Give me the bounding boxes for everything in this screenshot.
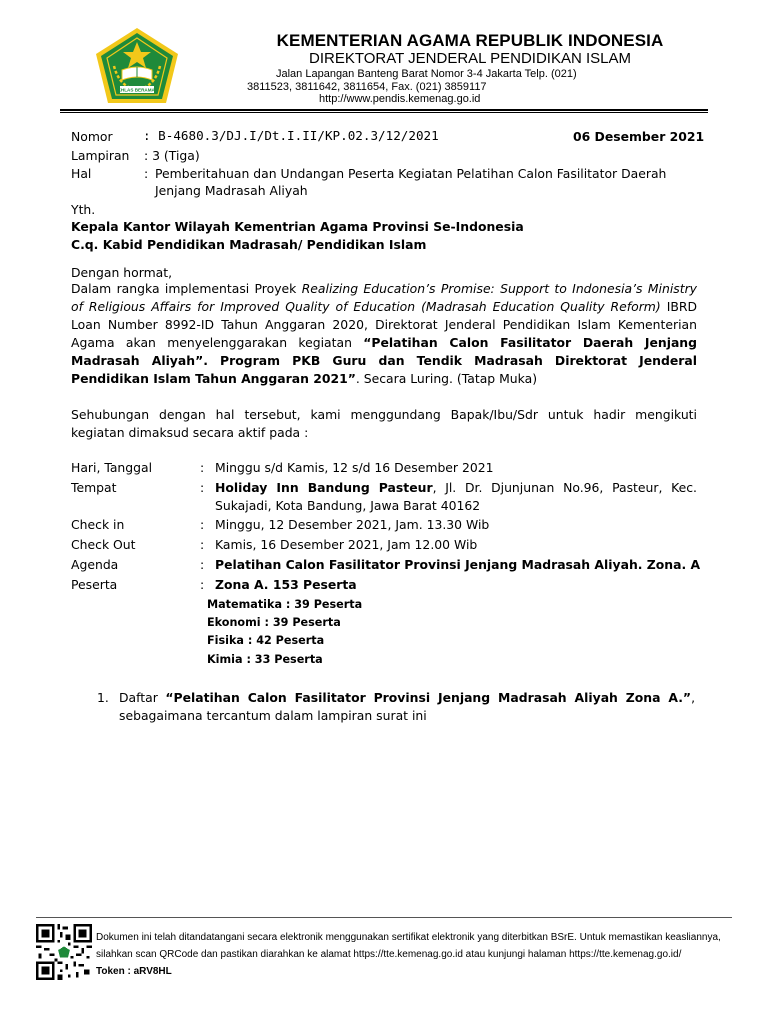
letterhead-title <box>200 31 700 67</box>
activity-name: “Pelatihan Calon Fasilitator Daerah Jenjang Madrasah Aliyah”. Program PKB Guru dan Tendik Madrasah Direktorat Jenderal Pendidikan Islam Tahun Anggaran 2021” <box>71 335 697 386</box>
hal-value-line-2: Jenjang Madrasah Aliyah <box>155 183 308 198</box>
list-text-b: , sebagaimana tercantum dalam lampiran surat ini <box>119 690 696 723</box>
greeting: Dengan hormat, <box>71 265 173 280</box>
peserta-value: Zona A. 153 Peserta <box>215 577 357 592</box>
p1-text-b: IBRD Loan Number 8992-ID Tahun Anggaran 2020, Direktorat Jenderal Pendidikan Islam Kementerian Agama akan menyelenggarakan kegiatan <box>71 299 697 350</box>
peserta-colon: : <box>200 577 205 592</box>
addressee-line-2: C.q. Kabid Pendidikan Madrasah/ Pendidikan Islam <box>71 237 427 252</box>
hal-value-line-1: Pemberitahuan dan Undangan Peserta Kegiatan Pelatihan Calon Fasilitator Daerah <box>155 166 667 181</box>
tempat-label: Tempat <box>71 480 117 495</box>
list-text-a: Daftar <box>119 690 166 705</box>
checkout-value: Kamis, 16 Desember 2021, Jam 12.00 Wib <box>215 537 478 552</box>
addressee-line-1: Kepala Kantor Wilayah Kementrian Agama Provinsi Se-Indonesia <box>71 219 524 234</box>
venue-address: , Jl. Dr. Djunjunan No.96, Pasteur, Kec. Sukajadi, Kota Bandung, Jawa Barat 40162 <box>215 480 697 513</box>
p1-text-a: Dalam rangka implementasi Proyek <box>71 281 302 296</box>
footer-notice-line-2: silahkan scan QRCode dan pastikan diarahkan ke alamat https://tte.kemenag.go.id atau kunjungi halaman https://tte.kemenag.go.id/ <box>96 949 682 960</box>
paragraph-2: Sehubungan dengan hal tersebut, kami menggundang Bapak/Ibu/Sdr untuk hadir mengikuti kegiatan dimaksud secara aktif pada : <box>71 407 697 440</box>
hal-label: Hal <box>71 166 92 181</box>
p1-text-c: . Secara Luring. (Tatap Muka) <box>355 371 538 386</box>
attachment-name: “Pelatihan Calon Fasilitator Provinsi Jenjang Madrasah Aliyah Zona A.” <box>165 690 692 705</box>
peserta-item: Matematika : 39 Peserta <box>207 598 363 611</box>
list-item <box>119 689 695 725</box>
yth: Yth. <box>71 202 96 217</box>
agenda-label: Agenda <box>71 557 119 572</box>
nomor-label: Nomor <box>71 129 113 144</box>
peserta-item: Fisika : 42 Peserta <box>207 634 325 647</box>
kemenag-logo <box>92 26 182 106</box>
footer-rule <box>36 917 732 918</box>
agenda-colon: : <box>200 557 205 572</box>
checkin-colon: : <box>200 517 205 532</box>
project-name: Realizing Education’s Promise: Support to Indonesia’s Ministry of Religious Affairs for Improved Quality of Education (Madrasah Education Quality Reform) <box>71 281 698 314</box>
checkout-colon: : <box>200 537 205 552</box>
tempat-value <box>215 479 697 515</box>
address-line-1: Jalan Lapangan Banteng Barat Nomor 3-4 Jakarta Telp. (021) <box>276 68 577 80</box>
hal-colon: : <box>144 166 149 181</box>
footer-token: Token : aRV8HL <box>96 966 172 977</box>
checkin-value: Minggu, 12 Desember 2021, Jam. 13.30 Wib <box>215 517 490 532</box>
hari-label: Hari, Tanggal <box>71 460 153 475</box>
letter-date: 06 Desember 2021 <box>573 129 705 144</box>
tempat-colon: : <box>200 480 205 495</box>
letterhead-rule-thin <box>60 112 708 113</box>
hari-value: Minggu s/d Kamis, 12 s/d 16 Desember 2021 <box>215 460 494 475</box>
list-number: 1. <box>97 690 109 705</box>
peserta-item: Kimia : 33 Peserta <box>207 653 323 666</box>
lampiran-label: Lampiran <box>71 148 130 163</box>
hari-colon: : <box>200 460 205 475</box>
venue-name: Holiday Inn Bandung Pasteur <box>215 480 433 495</box>
paragraph-1 <box>71 280 697 388</box>
peserta-item: Ekonomi : 39 Peserta <box>207 616 341 629</box>
directorate-name: DIREKTORAT JENDERAL PENDIDIKAN ISLAM <box>308 50 632 67</box>
peserta-label: Peserta <box>71 577 118 592</box>
website: http://www.pendis.kemenag.go.id <box>319 93 481 105</box>
address-line-2: 3811523, 3811642, 3811654, Fax. (021) 3859117 <box>247 81 487 93</box>
lampiran-value: : 3 (Tiga) <box>144 148 200 163</box>
qr-code[interactable] <box>36 924 92 980</box>
letterhead-rule <box>60 109 708 111</box>
svg-text:IKHLAS BERAMAL: IKHLAS BERAMAL <box>116 87 158 93</box>
ministry-name: KEMENTERIAN AGAMA REPUBLIK INDONESIA <box>276 31 664 50</box>
checkin-label: Check in <box>71 517 125 532</box>
checkout-label: Check Out <box>71 537 136 552</box>
nomor-value: : B-4680.3/DJ.I/Dt.I.II/KP.02.3/12/2021 <box>143 128 439 143</box>
footer-notice-line-1: Dokumen ini telah ditandatangani secara elektronik menggunakan sertifikat elektronik yang diterbitkan BSrE. Untuk memastikan keasliannya, <box>96 932 721 943</box>
agenda-value: Pelatihan Calon Fasilitator Provinsi Jenjang Madrasah Aliyah. Zona. A <box>215 557 701 572</box>
